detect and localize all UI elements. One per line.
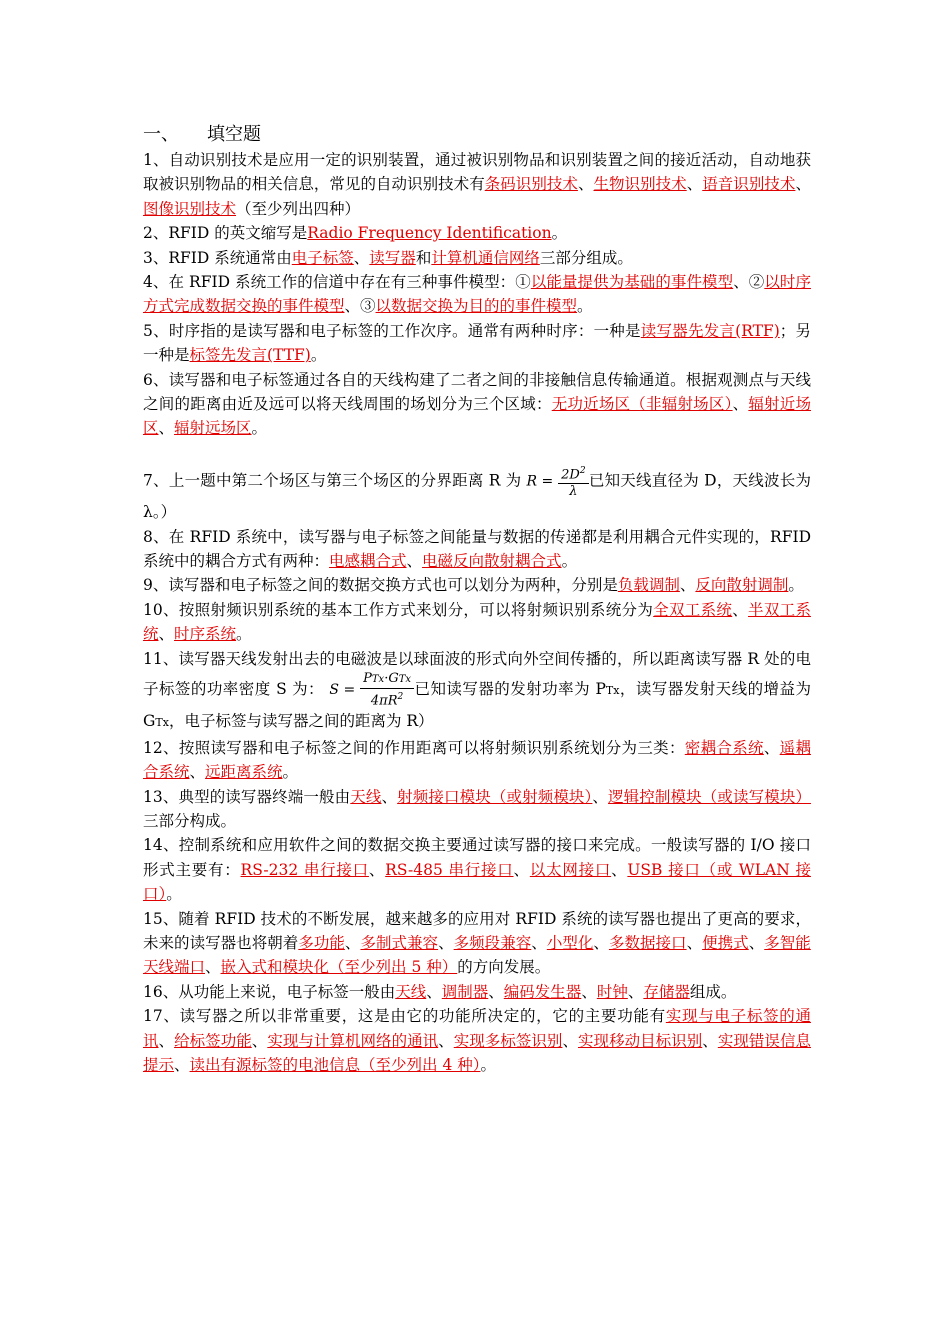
answer: 电感耦合式 <box>329 552 407 571</box>
answer: 负载调制 <box>617 576 680 595</box>
answer: 计算机通信网络 <box>431 248 540 267</box>
separator: 、 <box>158 625 175 644</box>
formula-numerator <box>360 671 414 689</box>
answer: 遥耦合系统 <box>143 738 811 782</box>
question-tail: ，电子标签与读写器之间的距离为 R） <box>168 712 434 731</box>
answer: 无功近场区（非辐射场区） <box>551 395 733 414</box>
question-text: 4、在 RFID 系统工作的信道中存在有三种事件模型：① <box>143 273 531 292</box>
numerator-p: P <box>363 671 372 687</box>
question-7 <box>143 463 811 525</box>
answer: 嵌入式和模块化（至少列出 5 种） <box>220 958 458 977</box>
answer: 实现与计算机网络的通讯 <box>267 1031 439 1050</box>
spacer <box>143 441 811 463</box>
answer: 远距离系统 <box>205 763 283 782</box>
subscript: Tx <box>155 716 169 730</box>
numerator-sup: 2 <box>579 465 586 476</box>
separator: 、 <box>426 982 442 1001</box>
separator: 和 <box>415 248 432 267</box>
question-tail: 。 <box>251 419 268 438</box>
separator: 、 <box>581 982 597 1001</box>
separator: 、② <box>733 273 765 292</box>
question-tail: 已知天线直径为 D，天线波长为λ。） <box>143 471 811 522</box>
question-tail: 组成。 <box>689 982 737 1001</box>
question-text: 7、上一题中第二个场区与第三个场区的分界距离 R 为 <box>143 471 522 490</box>
separator: 、 <box>438 1031 454 1050</box>
question-2 <box>143 221 811 245</box>
answer: 辐射远场区 <box>174 419 252 438</box>
separator: 、 <box>531 934 547 953</box>
separator: 、 <box>189 763 206 782</box>
separator: 、 <box>513 860 530 879</box>
question-tail: 。 <box>551 224 568 243</box>
question-text: 9、读写器和电子标签之间的数据交换方式也可以划分为两种，分别是 <box>143 576 618 595</box>
separator: 、 <box>702 1031 718 1050</box>
answer: 密耦合系统 <box>684 738 764 757</box>
question-tail: 。 <box>561 552 578 571</box>
separator: 、 <box>344 934 361 953</box>
answer: 电子标签 <box>291 248 354 267</box>
question-text: 15、随着 RFID 技术的不断发展，越来越多的应用对 RFID 系统的读写器也提出了更高的要求，未来的读写器也将朝着 <box>143 909 811 953</box>
section-number: 一、 <box>143 124 179 145</box>
separator: 、 <box>732 600 749 619</box>
question-tail: 已知读写器的发射功率为 P <box>414 680 606 699</box>
answer: 以太网接口 <box>529 860 612 879</box>
answer: USB 接口（或 WLAN 接口） <box>143 860 811 904</box>
answer: 标签先发言(TTF) <box>189 346 311 365</box>
question-text: 8、在 RFID 系统中，读写器与电子标签之间能量与数据的传递都是利用耦合元件实现的，RFID 系统中的耦合方式有两种： <box>143 527 811 571</box>
answer: 读出有源标签的电池信息（至少列出 4 种） <box>189 1056 481 1075</box>
answer: 以数据交换为目的的事件模型 <box>375 297 578 316</box>
question-tail: 。 <box>480 1056 497 1075</box>
numerator-sub2: Tx <box>398 674 412 686</box>
subscript: Tx <box>605 684 620 698</box>
question-4 <box>143 270 811 319</box>
separator: 、 <box>763 738 780 757</box>
formula-lhs: R = <box>526 473 554 490</box>
answer: 生物识别技术 <box>593 175 687 194</box>
answer: 多制式兼容 <box>360 934 439 953</box>
question-5 <box>143 319 811 368</box>
answer: 逻辑控制模块（或读写模块） <box>608 787 811 806</box>
answer: 实现多标签识别 <box>453 1031 563 1050</box>
question-tail: 三部分构成。 <box>143 812 237 830</box>
answer: 实现与电子标签的通讯 <box>143 1007 811 1050</box>
formula-numerator <box>558 463 588 484</box>
answer: Radio Frequency Identification <box>307 224 552 243</box>
question-10 <box>143 598 811 647</box>
separator: 、 <box>158 419 175 438</box>
formula-lhs: S = <box>329 682 356 699</box>
question-13 <box>143 785 811 834</box>
question-tail: 。 <box>236 625 252 644</box>
separator: 、 <box>679 576 696 595</box>
question-tail: 的方向发展。 <box>457 958 551 977</box>
separator: 、 <box>353 248 370 267</box>
separator: 、 <box>748 934 765 953</box>
question-12 <box>143 736 811 785</box>
answer: 给标签功能 <box>174 1031 252 1050</box>
question-text: 3、RFID 系统通常由 <box>143 248 292 267</box>
answer: 条码识别技术 <box>484 175 578 194</box>
question-tail: 。 <box>577 297 593 316</box>
answer: 反向散射调制 <box>695 576 789 595</box>
separator: 、③ <box>344 297 376 316</box>
answer: 存储器 <box>643 982 690 1001</box>
document-page <box>143 122 811 1077</box>
formula-power-density <box>329 671 414 709</box>
answer: 小型化 <box>546 934 594 953</box>
answer: 读写器先发言(RTF) <box>640 321 780 340</box>
answer: 读写器 <box>369 248 416 267</box>
question-text: 12、按照读写器和电子标签之间的作用距离可以将射频识别系统划分为三类： <box>143 738 685 757</box>
section-heading <box>143 122 811 148</box>
section-title: 填空题 <box>207 124 261 145</box>
answer: 以时序方式完成数据交换的事件模型 <box>143 273 811 316</box>
separator: 、 <box>686 175 703 194</box>
question-tail: 。 <box>788 576 804 595</box>
answer: 时序系统 <box>174 625 237 644</box>
answer: 实现错误信息提示 <box>143 1031 811 1075</box>
question-text: 5、时序指的是读写器和电子标签的工作次序。通常有两种时序：一种是 <box>143 321 641 340</box>
question-text: 13、典型的读写器终端一般由 <box>143 787 351 806</box>
separator: 、 <box>158 1031 175 1050</box>
question-text: 1、自动识别技术是应用一定的识别装置，通过被识别物品和识别装置之间的接近活动，自动地获取被识别物品的相关信息，常见的自动识别技术有 <box>143 151 811 194</box>
denominator-sup: 2 <box>397 692 404 703</box>
question-text: 11、读写器天线发射出去的电磁波是以球面波的形式向外空间传播的，所以距离读写器 R 处的电子标签的功率密度 S 为： <box>143 649 811 699</box>
question-tail: ，读写器发射天线的增益为 G <box>143 680 811 731</box>
separator: 、 <box>627 982 644 1001</box>
numerator-sub: Tx <box>371 674 385 686</box>
question-text: 2、RFID 的英文缩写是 <box>143 224 308 243</box>
question-6 <box>143 368 811 441</box>
question-9 <box>143 573 811 597</box>
answer: 语音识别技术 <box>702 175 796 194</box>
answer: 半双工系统 <box>143 600 811 644</box>
separator: 、 <box>368 860 386 879</box>
numerator-g: ·G <box>384 671 399 687</box>
question-15 <box>143 907 811 980</box>
question-text: 10、按照射频识别系统的基本工作方式来划分，可以将射频识别系统分为 <box>143 600 654 619</box>
answer: 编码发生器 <box>503 982 582 1001</box>
question-8 <box>143 525 811 574</box>
formula-far-field-distance <box>526 463 588 500</box>
question-16 <box>143 980 811 1004</box>
question-tail: 。 <box>282 763 299 782</box>
separator: 、 <box>562 1031 578 1050</box>
question-tail: （至少列出四种） <box>236 199 361 218</box>
question-text: 17、读写器之所以非常重要，这是由它的功能所决定的，它的主要功能有 <box>143 1007 666 1026</box>
answer: 实现移动目标识别 <box>578 1031 703 1050</box>
question-14 <box>143 833 811 906</box>
separator: ；另一种是 <box>143 321 811 365</box>
question-text: 14、控制系统和应用软件之间的数据交换主要通过读写器的接口来完成。一般读写器的 I/O 接口形式主要有： <box>143 836 811 879</box>
question-tail: 。 <box>310 346 327 365</box>
answer: 天线 <box>395 982 427 1001</box>
answer: 辐射近场区 <box>143 395 811 438</box>
separator: 、 <box>593 934 609 953</box>
answer: 全双工系统 <box>653 600 733 619</box>
separator: 、 <box>686 934 703 953</box>
separator: 、 <box>732 395 749 414</box>
separator: 、 <box>592 787 609 806</box>
question-11 <box>143 647 811 736</box>
separator: 、 <box>611 860 628 879</box>
separator: 、 <box>205 958 221 977</box>
answer: 多智能天线端口 <box>143 934 811 977</box>
formula-fraction <box>360 671 414 709</box>
question-3 <box>143 246 811 270</box>
answer: 以能量提供为基础的事件模型 <box>530 273 734 292</box>
numerator-text: 2D <box>561 467 580 483</box>
answer: RS-485 串行接口 <box>385 860 514 879</box>
answer: 时钟 <box>596 982 628 1001</box>
answer: 多功能 <box>298 934 345 953</box>
question-tail: 三部分组成。 <box>539 248 633 267</box>
formula-denominator: λ <box>569 484 578 500</box>
separator: 、 <box>438 934 454 953</box>
formula-fraction <box>558 463 588 500</box>
answer: 便携式 <box>702 934 749 953</box>
question-17 <box>143 1004 811 1077</box>
answer: 多数据接口 <box>608 934 687 953</box>
formula-denominator <box>368 689 406 709</box>
denominator-text: 4πR <box>370 693 398 709</box>
answer: 调制器 <box>441 982 489 1001</box>
answer: RS-232 串行接口 <box>240 860 369 879</box>
separator: 、 <box>795 175 811 194</box>
answer: 射频接口模块（或射频模块） <box>397 787 593 806</box>
separator: 、 <box>488 982 504 1001</box>
answer: 电磁反向散射耦合式 <box>422 552 562 571</box>
answer: 多频段兼容 <box>453 934 532 953</box>
separator: 、 <box>577 175 594 194</box>
question-text: 6、读写器和电子标签通过各自的天线构建了二者之间的非接触信息传输通道。根据观测点与天线之间的距离由近及远可以将天线周围的场划分为三个区域： <box>143 370 811 414</box>
question-text: 16、从功能上来说，电子标签一般由 <box>143 982 396 1001</box>
separator: 、 <box>174 1056 190 1075</box>
answer: 天线 <box>350 787 382 806</box>
separator: 、 <box>406 552 423 571</box>
question-1 <box>143 148 811 221</box>
question-tail: 。 <box>166 885 182 904</box>
separator: 、 <box>381 787 398 806</box>
separator: 、 <box>251 1031 268 1050</box>
answer: 图像识别技术 <box>143 199 237 218</box>
